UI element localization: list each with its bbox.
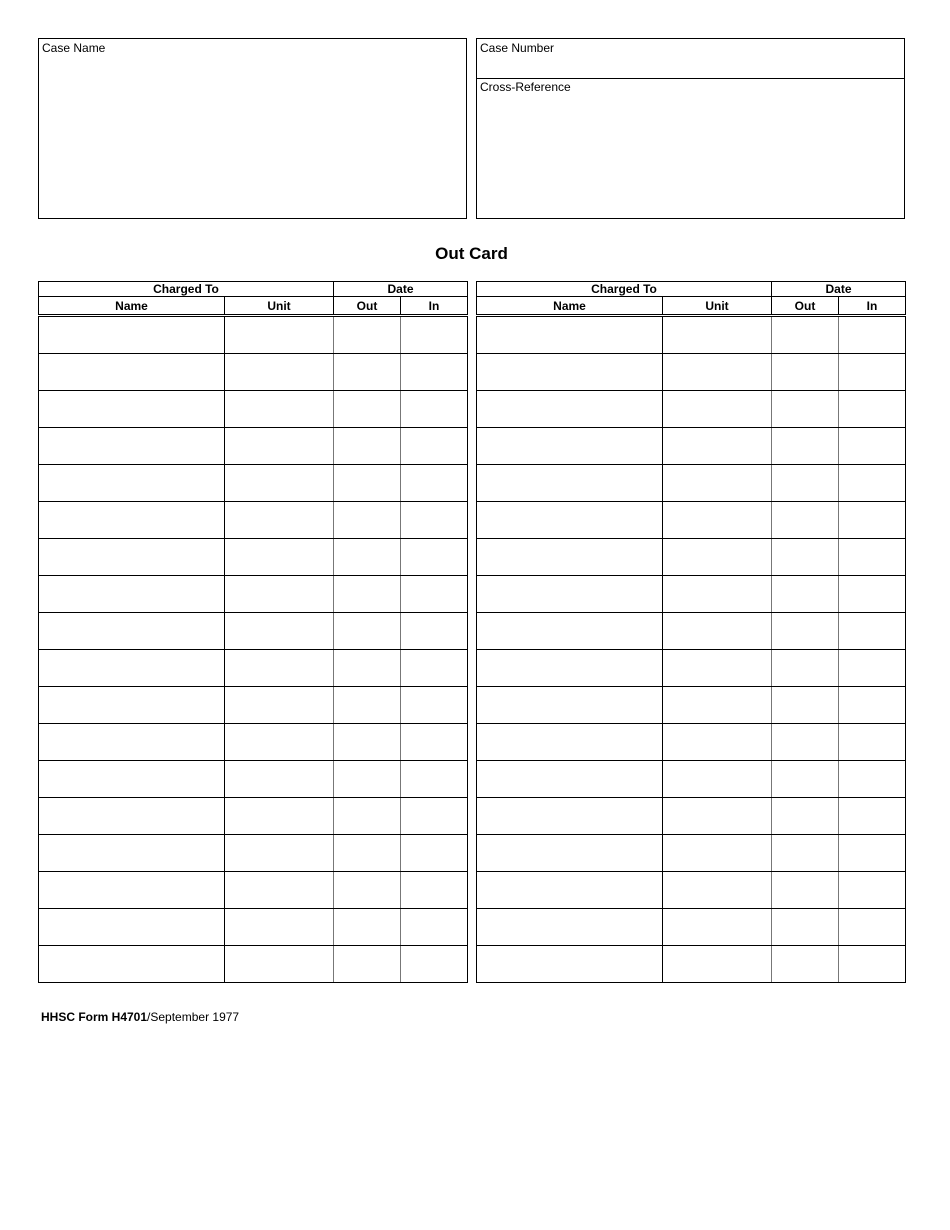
case-number-box[interactable] — [476, 38, 905, 219]
unit-cell[interactable] — [225, 687, 334, 724]
unit-cell[interactable] — [663, 798, 772, 835]
name-cell[interactable] — [39, 761, 225, 798]
table-row — [39, 465, 468, 502]
date-in-cell[interactable] — [401, 687, 468, 724]
table-row — [39, 613, 468, 650]
date-out-cell[interactable] — [772, 724, 839, 761]
table-row — [477, 946, 906, 983]
date-in-cell[interactable] — [401, 576, 468, 613]
table-row — [477, 539, 906, 576]
name-cell[interactable] — [39, 502, 225, 539]
cross-reference-label: Cross-Reference — [480, 80, 571, 94]
name-column-header: Name — [477, 297, 663, 316]
table-row — [477, 613, 906, 650]
date-in-cell[interactable] — [839, 428, 906, 465]
unit-cell[interactable] — [225, 761, 334, 798]
unit-cell[interactable] — [225, 576, 334, 613]
date-in-cell[interactable] — [401, 465, 468, 502]
date-in-cell[interactable] — [401, 872, 468, 909]
date-in-cell[interactable] — [839, 354, 906, 391]
date-in-cell[interactable] — [839, 761, 906, 798]
name-cell[interactable] — [477, 539, 663, 576]
name-cell[interactable] — [477, 872, 663, 909]
out-column-header: Out — [334, 297, 401, 316]
name-cell[interactable] — [39, 798, 225, 835]
table-row — [477, 465, 906, 502]
name-cell[interactable] — [39, 650, 225, 687]
unit-cell[interactable] — [225, 724, 334, 761]
name-cell[interactable] — [477, 946, 663, 983]
unit-cell[interactable] — [225, 650, 334, 687]
unit-cell[interactable] — [225, 465, 334, 502]
table-row — [39, 354, 468, 391]
case-number-divider — [477, 78, 904, 79]
unit-column-header: Unit — [663, 297, 772, 316]
table-row — [39, 761, 468, 798]
date-in-cell[interactable] — [401, 613, 468, 650]
date-out-cell[interactable] — [772, 650, 839, 687]
date-in-cell[interactable] — [839, 909, 906, 946]
in-column-header: In — [401, 297, 468, 316]
name-cell[interactable] — [477, 354, 663, 391]
name-cell[interactable] — [477, 465, 663, 502]
unit-cell[interactable] — [663, 391, 772, 428]
table-row — [477, 502, 906, 539]
name-cell[interactable] — [39, 724, 225, 761]
date-in-cell[interactable] — [839, 835, 906, 872]
name-cell[interactable] — [477, 761, 663, 798]
name-cell[interactable] — [477, 428, 663, 465]
unit-cell[interactable] — [225, 354, 334, 391]
date-in-cell[interactable] — [839, 946, 906, 983]
name-cell[interactable] — [477, 650, 663, 687]
table-row — [39, 316, 468, 354]
unit-cell[interactable] — [663, 576, 772, 613]
unit-cell[interactable] — [663, 761, 772, 798]
date-in-cell[interactable] — [401, 354, 468, 391]
date-out-cell[interactable] — [334, 502, 401, 539]
date-in-cell[interactable] — [839, 316, 906, 354]
date-out-cell[interactable] — [772, 872, 839, 909]
unit-cell[interactable] — [225, 872, 334, 909]
table-row — [477, 316, 906, 354]
unit-cell[interactable] — [663, 428, 772, 465]
date-out-cell[interactable] — [334, 687, 401, 724]
date-in-cell[interactable] — [839, 576, 906, 613]
case-name-label: Case Name — [42, 41, 106, 55]
unit-cell[interactable] — [225, 946, 334, 983]
table-row — [39, 724, 468, 761]
unit-cell[interactable] — [663, 724, 772, 761]
table-row — [477, 724, 906, 761]
date-in-cell[interactable] — [839, 687, 906, 724]
name-cell[interactable] — [477, 316, 663, 354]
charged-to-header: Charged To — [477, 282, 772, 297]
date-in-cell[interactable] — [839, 502, 906, 539]
date-out-cell[interactable] — [772, 354, 839, 391]
table-row — [477, 391, 906, 428]
unit-cell[interactable] — [225, 502, 334, 539]
unit-column-header: Unit — [225, 297, 334, 316]
table-row — [477, 576, 906, 613]
unit-cell[interactable] — [663, 946, 772, 983]
name-cell[interactable] — [39, 391, 225, 428]
date-in-cell[interactable] — [839, 798, 906, 835]
date-in-cell[interactable] — [839, 724, 906, 761]
name-cell[interactable] — [477, 909, 663, 946]
name-cell[interactable] — [477, 724, 663, 761]
unit-cell[interactable] — [663, 613, 772, 650]
date-out-cell[interactable] — [334, 724, 401, 761]
date-in-cell[interactable] — [401, 724, 468, 761]
date-out-cell[interactable] — [772, 465, 839, 502]
date-out-cell[interactable] — [334, 650, 401, 687]
unit-cell[interactable] — [663, 835, 772, 872]
table-row — [477, 354, 906, 391]
case-number-label: Case Number — [480, 41, 555, 55]
name-cell[interactable] — [477, 502, 663, 539]
unit-cell[interactable] — [663, 316, 772, 354]
date-out-cell[interactable] — [334, 465, 401, 502]
unit-cell[interactable] — [663, 354, 772, 391]
table-row — [39, 872, 468, 909]
unit-cell[interactable] — [663, 465, 772, 502]
name-cell[interactable] — [39, 872, 225, 909]
date-out-cell[interactable] — [334, 428, 401, 465]
table-row — [477, 835, 906, 872]
date-in-cell[interactable] — [839, 613, 906, 650]
unit-cell[interactable] — [225, 539, 334, 576]
table-row — [477, 687, 906, 724]
table-row — [477, 798, 906, 835]
in-column-header: In — [839, 297, 906, 316]
name-column-header: Name — [39, 297, 225, 316]
name-cell[interactable] — [39, 909, 225, 946]
table-row — [477, 761, 906, 798]
table-row — [477, 428, 906, 465]
table-row — [39, 946, 468, 983]
form-title: Out Card — [435, 244, 508, 263]
date-out-cell[interactable] — [772, 835, 839, 872]
name-cell[interactable] — [477, 391, 663, 428]
name-cell[interactable] — [39, 539, 225, 576]
table-row — [39, 391, 468, 428]
table-row — [39, 798, 468, 835]
date-header: Date — [772, 282, 906, 297]
date-in-cell[interactable] — [401, 502, 468, 539]
date-out-cell[interactable] — [334, 576, 401, 613]
table-row — [39, 687, 468, 724]
form-date: /September 1977 — [147, 1010, 240, 1024]
date-out-cell[interactable] — [334, 946, 401, 983]
date-out-cell[interactable] — [334, 909, 401, 946]
table-row — [477, 872, 906, 909]
name-cell[interactable] — [477, 835, 663, 872]
unit-cell[interactable] — [225, 391, 334, 428]
table-row — [477, 650, 906, 687]
date-out-cell[interactable] — [334, 316, 401, 354]
unit-cell[interactable] — [663, 650, 772, 687]
date-in-cell[interactable] — [401, 761, 468, 798]
date-in-cell[interactable] — [839, 465, 906, 502]
name-cell[interactable] — [477, 798, 663, 835]
unit-cell[interactable] — [225, 316, 334, 354]
name-cell[interactable] — [39, 354, 225, 391]
date-header: Date — [334, 282, 468, 297]
table-row — [39, 909, 468, 946]
name-cell[interactable] — [39, 576, 225, 613]
date-in-cell[interactable] — [401, 316, 468, 354]
table-row — [39, 539, 468, 576]
date-in-cell[interactable] — [401, 909, 468, 946]
date-out-cell[interactable] — [334, 761, 401, 798]
date-out-cell[interactable] — [334, 391, 401, 428]
date-in-cell[interactable] — [401, 391, 468, 428]
unit-cell[interactable] — [663, 539, 772, 576]
name-cell[interactable] — [39, 613, 225, 650]
name-cell[interactable] — [39, 316, 225, 354]
date-out-cell[interactable] — [334, 539, 401, 576]
out-column-header: Out — [772, 297, 839, 316]
name-cell[interactable] — [39, 428, 225, 465]
date-in-cell[interactable] — [839, 872, 906, 909]
date-in-cell[interactable] — [401, 650, 468, 687]
unit-cell[interactable] — [225, 798, 334, 835]
date-in-cell[interactable] — [401, 835, 468, 872]
date-out-cell[interactable] — [772, 613, 839, 650]
table-row — [39, 576, 468, 613]
table-row — [39, 650, 468, 687]
date-out-cell[interactable] — [772, 798, 839, 835]
name-cell[interactable] — [39, 835, 225, 872]
date-in-cell[interactable] — [401, 946, 468, 983]
name-cell[interactable] — [39, 946, 225, 983]
date-out-cell[interactable] — [772, 761, 839, 798]
date-in-cell[interactable] — [839, 391, 906, 428]
case-name-box[interactable] — [38, 38, 467, 219]
unit-cell[interactable] — [225, 428, 334, 465]
unit-cell[interactable] — [225, 835, 334, 872]
date-out-cell[interactable] — [772, 316, 839, 354]
unit-cell[interactable] — [663, 909, 772, 946]
charge-log-left — [38, 281, 468, 983]
table-row — [39, 428, 468, 465]
date-in-cell[interactable] — [401, 798, 468, 835]
date-in-cell[interactable] — [839, 650, 906, 687]
table-row — [477, 909, 906, 946]
date-out-cell[interactable] — [772, 502, 839, 539]
date-out-cell[interactable] — [772, 909, 839, 946]
name-cell[interactable] — [477, 613, 663, 650]
name-cell[interactable] — [39, 687, 225, 724]
charge-log-right — [476, 281, 906, 983]
unit-cell[interactable] — [225, 613, 334, 650]
date-out-cell[interactable] — [772, 391, 839, 428]
unit-cell[interactable] — [663, 872, 772, 909]
date-out-cell[interactable] — [334, 835, 401, 872]
date-out-cell[interactable] — [334, 354, 401, 391]
charged-to-header: Charged To — [39, 282, 334, 297]
date-out-cell[interactable] — [772, 428, 839, 465]
unit-cell[interactable] — [663, 502, 772, 539]
unit-cell[interactable] — [663, 687, 772, 724]
name-cell[interactable] — [477, 576, 663, 613]
date-in-cell[interactable] — [401, 539, 468, 576]
date-out-cell[interactable] — [772, 687, 839, 724]
form-footer — [41, 1010, 239, 1024]
date-out-cell[interactable] — [334, 798, 401, 835]
date-in-cell[interactable] — [401, 428, 468, 465]
name-cell[interactable] — [477, 687, 663, 724]
table-row — [39, 835, 468, 872]
form-code: HHSC Form H4701 — [41, 1010, 148, 1024]
table-row — [39, 502, 468, 539]
date-in-cell[interactable] — [839, 539, 906, 576]
name-cell[interactable] — [39, 465, 225, 502]
unit-cell[interactable] — [225, 909, 334, 946]
date-out-cell[interactable] — [772, 946, 839, 983]
date-out-cell[interactable] — [334, 872, 401, 909]
date-out-cell[interactable] — [334, 613, 401, 650]
date-out-cell[interactable] — [772, 539, 839, 576]
date-out-cell[interactable] — [772, 576, 839, 613]
